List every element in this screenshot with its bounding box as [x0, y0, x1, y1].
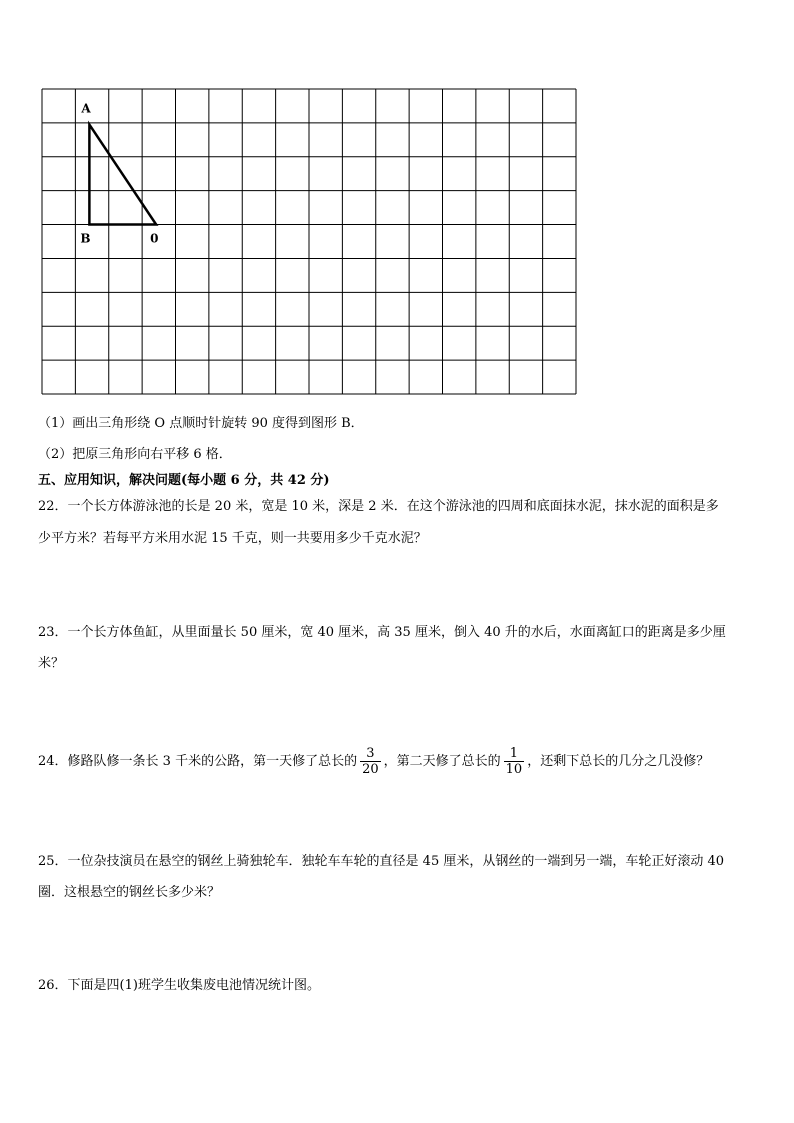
question-25-line-1: 25．一位杂技演员在悬空的钢丝上骑独轮车．独轮车车轮的直径是 45 厘米，从钢丝的一端到另一端，车轮正好滚动 40 [38, 854, 725, 869]
fraction-numerator: 3 [366, 746, 375, 761]
point-label-a: A [81, 101, 91, 116]
grid-lines [42, 89, 576, 394]
question-23-line-2: 米？ [38, 656, 65, 671]
task-1: （1）画出三角形绕 O 点顺时针旋转 90 度得到图形 B． [38, 416, 364, 431]
point-label-o: 0 [150, 231, 159, 246]
fraction-numerator: 1 [509, 746, 519, 761]
question-24-text-2: ，第二天修了总长的 [383, 754, 501, 769]
fraction-denominator: 20 [362, 762, 379, 777]
point-label-b: B [80, 231, 91, 246]
fraction-1-10 [504, 746, 525, 777]
triangle-abo [89, 125, 156, 225]
question-24 [38, 742, 758, 782]
question-22-line-2: 少平方米？若每平方米用水泥 15 千克，则一共要用多少千克水泥？ [38, 531, 427, 546]
question-24-text-3: ，还剩下总长的几分之几没修？ [527, 754, 710, 769]
question-24-text-1: 24．修路队修一条长 3 千米的公路，第一天修了总长的 [38, 754, 358, 769]
fraction-3-20 [360, 746, 381, 777]
grid-figure [0, 0, 794, 400]
section-5-title: 五、应用知识，解决问题(每小题 6 分，共 42 分) [38, 473, 330, 488]
task-2: （2）把原三角形向右平移 6 格． [38, 447, 232, 462]
question-23-line-1: 23．一个长方体鱼缸，从里面量长 50 厘米，宽 40 厘米，高 35 厘米，倒入 40 升的水后，水面离缸口的距离是多少厘 [38, 625, 726, 640]
question-25-line-2: 圈．这根悬空的钢丝长多少米？ [38, 885, 221, 900]
question-22-line-1: 22．一个长方体游泳池的长是 20 米，宽是 10 米，深是 2 米．在这个游泳池的四周和底面抹水泥，抹水泥的面积是多 [38, 499, 719, 514]
question-26-line-1: 26．下面是四(1)班学生收集废电池情况统计图。 [38, 978, 320, 993]
fraction-denominator: 10 [505, 762, 523, 777]
